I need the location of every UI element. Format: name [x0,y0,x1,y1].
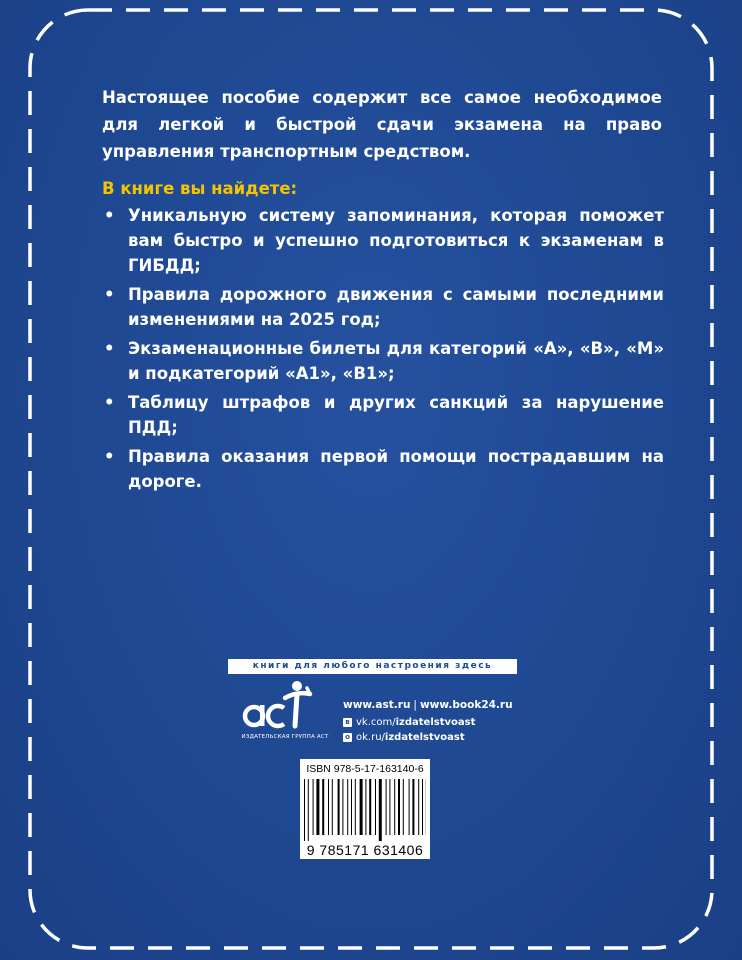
publisher-caption: ИЗДАТЕЛЬСКАЯ ГРУППА АСТ [241,734,329,740]
barcode [300,759,430,859]
ok-icon: о [343,733,352,742]
list-item-text: Уникальную систему запоминания, которая поможет вам быстро и успешно подготовиться к экзаменам в ГИБДД; [128,206,664,275]
intro-paragraph: Настоящее пособие содержит все самое необходимое для легкой и быстрой сдачи экзамена на право управления транспортным средством. [102,88,662,161]
barcode-bar [308,779,309,841]
barcode-bar [342,779,343,835]
barcode-bar [379,779,382,841]
vk-link[interactable] [343,715,475,730]
barcode-bar [304,779,305,841]
barcode-bar [403,779,404,835]
contents-list [100,203,664,498]
barcode-bar [351,779,352,835]
list-item [100,444,664,494]
barcode-bar [355,779,356,835]
barcode-bar [412,779,414,835]
list-item [100,282,664,332]
social-links [343,715,475,745]
link-separator: | [413,699,417,711]
barcode-bar [369,779,371,835]
barcode-bar [347,779,348,835]
bullet: • [104,206,115,225]
barcode-bar [313,779,314,835]
ok-handle: izdatelstvoast [384,732,465,743]
site-link-book24[interactable]: www.book24.ru [419,699,513,711]
list-item-text: Правила дорожного движения с самыми последними изменениями на 2025 год; [128,285,664,329]
barcode-bar [422,779,423,835]
barcode-bar [322,779,324,835]
isbn-number: ISBN 978-5-17-163140-6 [306,763,424,775]
vk-icon: в [343,718,352,727]
bullet: • [104,393,115,412]
barcode-bar [365,779,366,835]
barcode-bar [418,779,419,835]
site-link-ast[interactable]: www.ast.ru [343,699,411,711]
barcode-bar [409,779,410,835]
barcode-bar [398,779,400,835]
tagline-banner: книги для любого настроения здесь [228,659,517,674]
vk-prefix: vk.com/ [356,717,396,728]
vk-handle: izdatelstvoast [395,717,476,728]
barcode-bar [360,779,363,835]
website-links [343,697,513,713]
bullet: • [104,285,115,304]
list-item-text: Правила оказания первой помощи пострадавшим на дороге. [128,447,664,491]
barcode-bars [304,779,426,841]
barcode-bar [386,779,387,835]
bullet: • [104,447,115,466]
list-item-text: Таблицу штрафов и других санкций за нарушение ПДД; [128,393,664,437]
list-item-text: Экзаменационные билеты для категорий «А», «В», «М» и подкатегорий «А1», «В1»; [128,339,664,383]
barcode-bar [394,779,395,835]
ok-link[interactable] [343,730,475,745]
barcode-bar [328,779,329,835]
barcode-bar [338,779,340,835]
barcode-bar [316,779,319,835]
list-item [100,390,664,440]
bullet: • [104,339,115,358]
barcode-digits: 9 785171 631406 [306,842,424,858]
barcode-bar [375,779,376,835]
barcode-bar [332,779,333,835]
list-item [100,336,664,386]
barcode-bar [389,779,390,835]
ok-prefix: ok.ru/ [356,732,385,743]
list-item [100,203,664,278]
contents-heading: В книге вы найдете: [102,179,298,198]
